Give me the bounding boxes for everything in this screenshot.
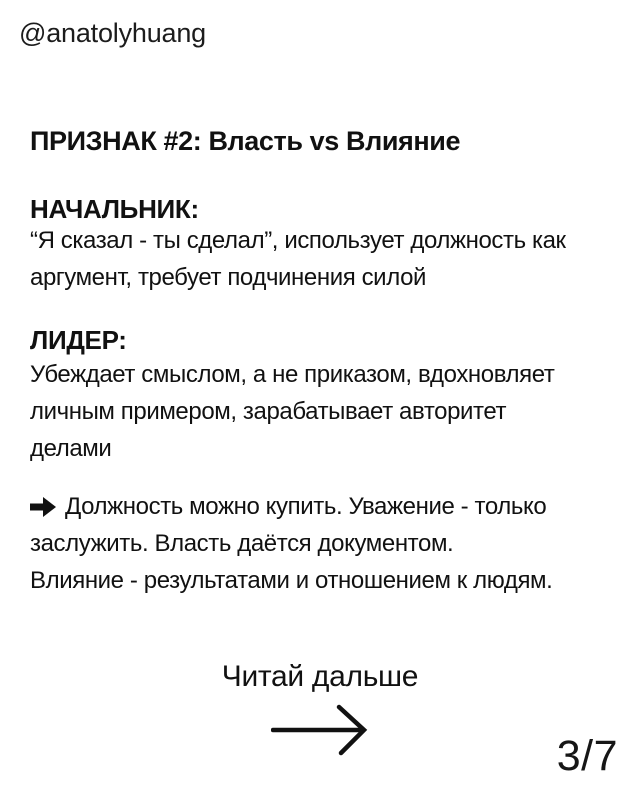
section-heading-leader: ЛИДЕР: [30,325,127,355]
right-arrow-emoji-icon [30,497,56,517]
text-line: аргумент, требует подчинения силой [30,264,427,291]
section-body-leader [30,356,554,467]
slide-title: ПРИЗНАК #2: Власть vs Влияние [30,126,461,156]
author-handle: @anatolyhuang [19,18,206,48]
text-line: “Я сказал - ты сделал”, использует должность как [30,227,566,254]
takeaway-line [30,488,552,525]
long-right-arrow-icon [271,704,369,756]
cta-label: Читай дальше [221,660,419,693]
text-line: Убеждает смыслом, а не приказом, вдохновляет [30,361,555,388]
text-line: Должность можно купить. Уважение - только [65,493,547,520]
section-body-boss [30,222,566,296]
takeaway-paragraph [30,488,552,599]
text-line: личным примером, зарабатывает авторитет [30,398,507,425]
page-indicator: 3/7 [556,732,618,780]
text-line: делами [30,435,112,462]
text-line: Влияние - результатами и отношением к людям. [30,567,553,594]
text-line: заслужить. Власть даётся документом. [30,530,454,557]
next-slide-cta[interactable] [0,660,640,756]
section-heading-boss: НАЧАЛЬНИК: [30,194,199,224]
